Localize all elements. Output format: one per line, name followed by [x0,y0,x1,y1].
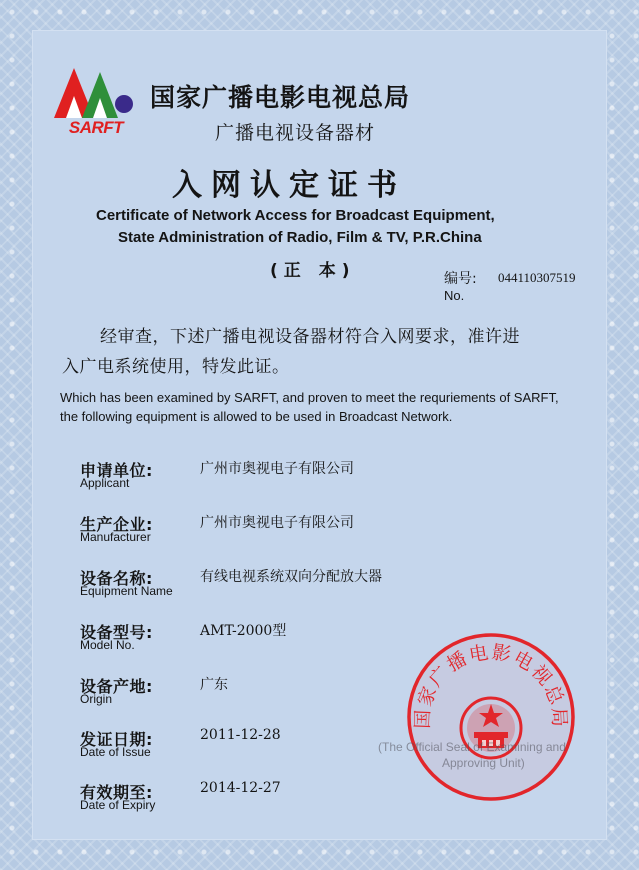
statement-cn-line1: 经审查，下述广播电视设备器材符合入网要求，准许进 [100,327,520,347]
number-label: 编号: [444,271,477,287]
expiry-date-label: 有效期至: [80,783,153,802]
seal-caption-line2: Approving Unit) [442,756,525,770]
expiry-date-value: 2014-12-27 [200,780,281,796]
equipment-category: 广播电视设备器材 [215,122,376,144]
seal-text: 国家广播电影电视总局 [411,641,571,730]
applicant-label-en: Applicant [80,476,130,490]
manufacturer-value: 广州市奥视电子有限公司 [200,515,354,531]
logo-text: SARFT [68,118,124,137]
statement-en-line2: the following equipment is allowed to be used in Broadcast Network. [60,409,453,424]
applicant-label: 申请单位: [80,461,153,480]
certificate-title-en-line1: Certificate of Network Access for Broadcast Equipment, [96,207,495,224]
expiry-date-label-en: Date of Expiry [80,798,156,812]
certificate-title-en-line2: State Administration of Radio, Film & TV, P.R.China [118,229,482,246]
sarft-logo [52,62,140,142]
model-value: AMT-2000型 [200,623,287,639]
origin-value: 广东 [200,677,228,693]
issue-date-label: 发证日期: [80,730,153,749]
statement-cn-line2: 入广电系统使用，特发此证。 [62,357,290,377]
certificate-title: 入网认定证书 [172,168,406,203]
model-label-en: Model No. [80,638,135,652]
seal-caption-line1: (The Official Seal of Examining and [378,740,566,754]
manufacturer-label-en: Manufacturer [80,530,151,544]
equipment-name-label-en: Equipment Name [80,584,173,598]
equipment-name-label: 设备名称: [80,569,153,588]
equipment-name-value: 有线电视系统双向分配放大器 [200,569,382,585]
origin-label: 设备产地: [80,677,153,696]
applicant-value: 广州市奥视电子有限公司 [200,461,354,477]
seal-emblem-icon [402,628,580,806]
sarft-mountains-icon [52,62,140,120]
manufacturer-label: 生产企业: [80,515,153,534]
copy-type: (正 本) [270,261,356,281]
issuer-name: 国家广播电影电视总局 [150,83,411,112]
number-label-en: No. [444,288,465,303]
issue-date-label-en: Date of Issue [80,745,151,759]
model-label: 设备型号: [80,623,153,642]
statement-en-line1: Which has been examined by SARFT, and proven to meet the requriements of SARFT, [60,390,559,405]
certificate-number: 044110307519 [498,270,576,285]
official-seal [402,628,580,806]
issue-date-value: 2011-12-28 [200,727,281,743]
origin-label-en: Origin [80,692,113,706]
